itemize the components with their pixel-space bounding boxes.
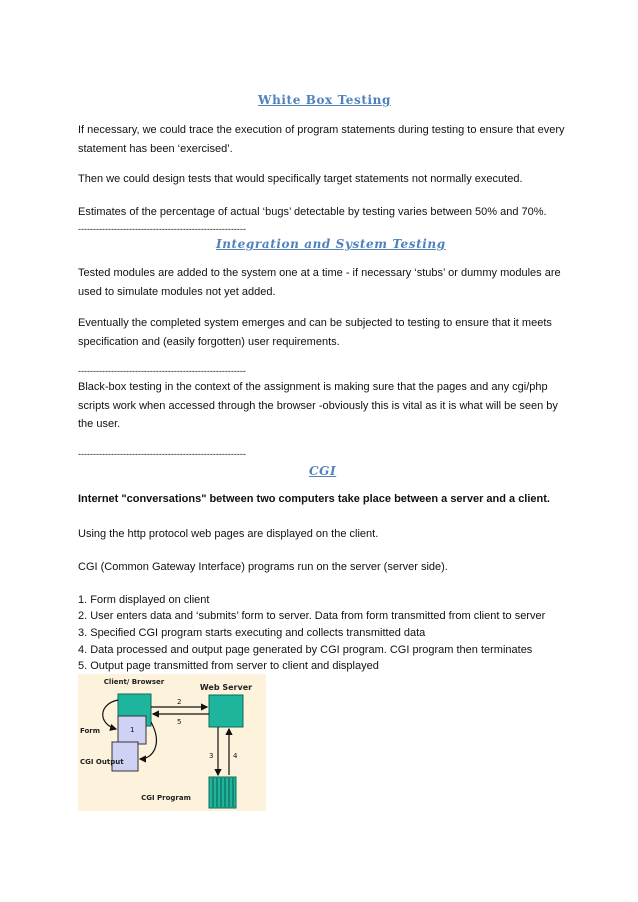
paragraph-cgi-definition: CGI (Common Gateway Interface) programs run on the server (server side). [78,561,448,573]
paragraph-black-box-testing: Black-box testing in the context of the assignment is making sure that the pages and any cgi/php scripts work when accessed through the browser -obviously this is vital as it is what will be seen by the user. [78,381,558,430]
arrow-label-2: 2 [177,698,182,706]
paragraph-system-emerges: Eventually the completed system emerges and can be subjected to testing to ensure that it meets specification and (easily forgotten) user requirements. [78,317,552,348]
arrow-label-1: 1 [130,726,135,734]
list-item: 1. Form displayed on client [78,594,210,606]
arrow-label-3: 3 [209,752,214,760]
separator-line: -------------------------------------------------------- [78,366,246,376]
heading-white-box-testing: White Box Testing [258,93,391,107]
separator-line: -------------------------------------------------------- [78,224,246,234]
arrow-label-4: 4 [233,752,238,760]
paragraph-http-protocol: Using the http protocol web pages are displayed on the client. [78,528,379,540]
web-server-box [209,695,243,727]
form-label: Form [80,727,101,735]
list-item: 3. Specified CGI program starts executing and collects transmitted data [78,627,426,639]
cgi-diagram [78,674,266,811]
paragraph-bug-estimates: Estimates of the percentage of actual ‘bugs’ detectable by testing varies between 50% and 70%. [78,206,547,218]
list-item: 2. User enters data and ‘submits’ form to server. Data from form transmitted from client to server [78,610,546,622]
paragraph-internet-conversations: Internet "conversations" between two computers take place between a server and a client. [78,493,550,505]
cgi-output-label: CGI Output [80,758,124,766]
client-browser-label: Client/ Browser [103,678,165,686]
web-server-label: Web Server [199,683,253,692]
list-item: 5. Output page transmitted from server to client and displayed [78,660,379,672]
paragraph-design-tests: Then we could design tests that would specifically target statements not normally executed. [78,173,523,185]
heading-cgi: CGI [309,464,337,478]
separator-line: -------------------------------------------------------- [78,449,246,459]
arrow-label-5: 5 [177,718,182,726]
paragraph-trace-execution: If necessary, we could trace the execution of program statements during testing to ensure that every statement has been ‘exercised’. [78,124,565,155]
output-page [112,742,138,771]
cgi-program-label: CGI Program [141,794,191,802]
paragraph-tested-modules: Tested modules are added to the system one at a time - if necessary ‘stubs’ or dummy modules are used to simulate modules not yet added. [78,267,561,298]
heading-integration-system-testing: Integration and System Testing [216,237,446,251]
list-item: 4. Data processed and output page generated by CGI program. CGI program then terminates [78,644,533,656]
